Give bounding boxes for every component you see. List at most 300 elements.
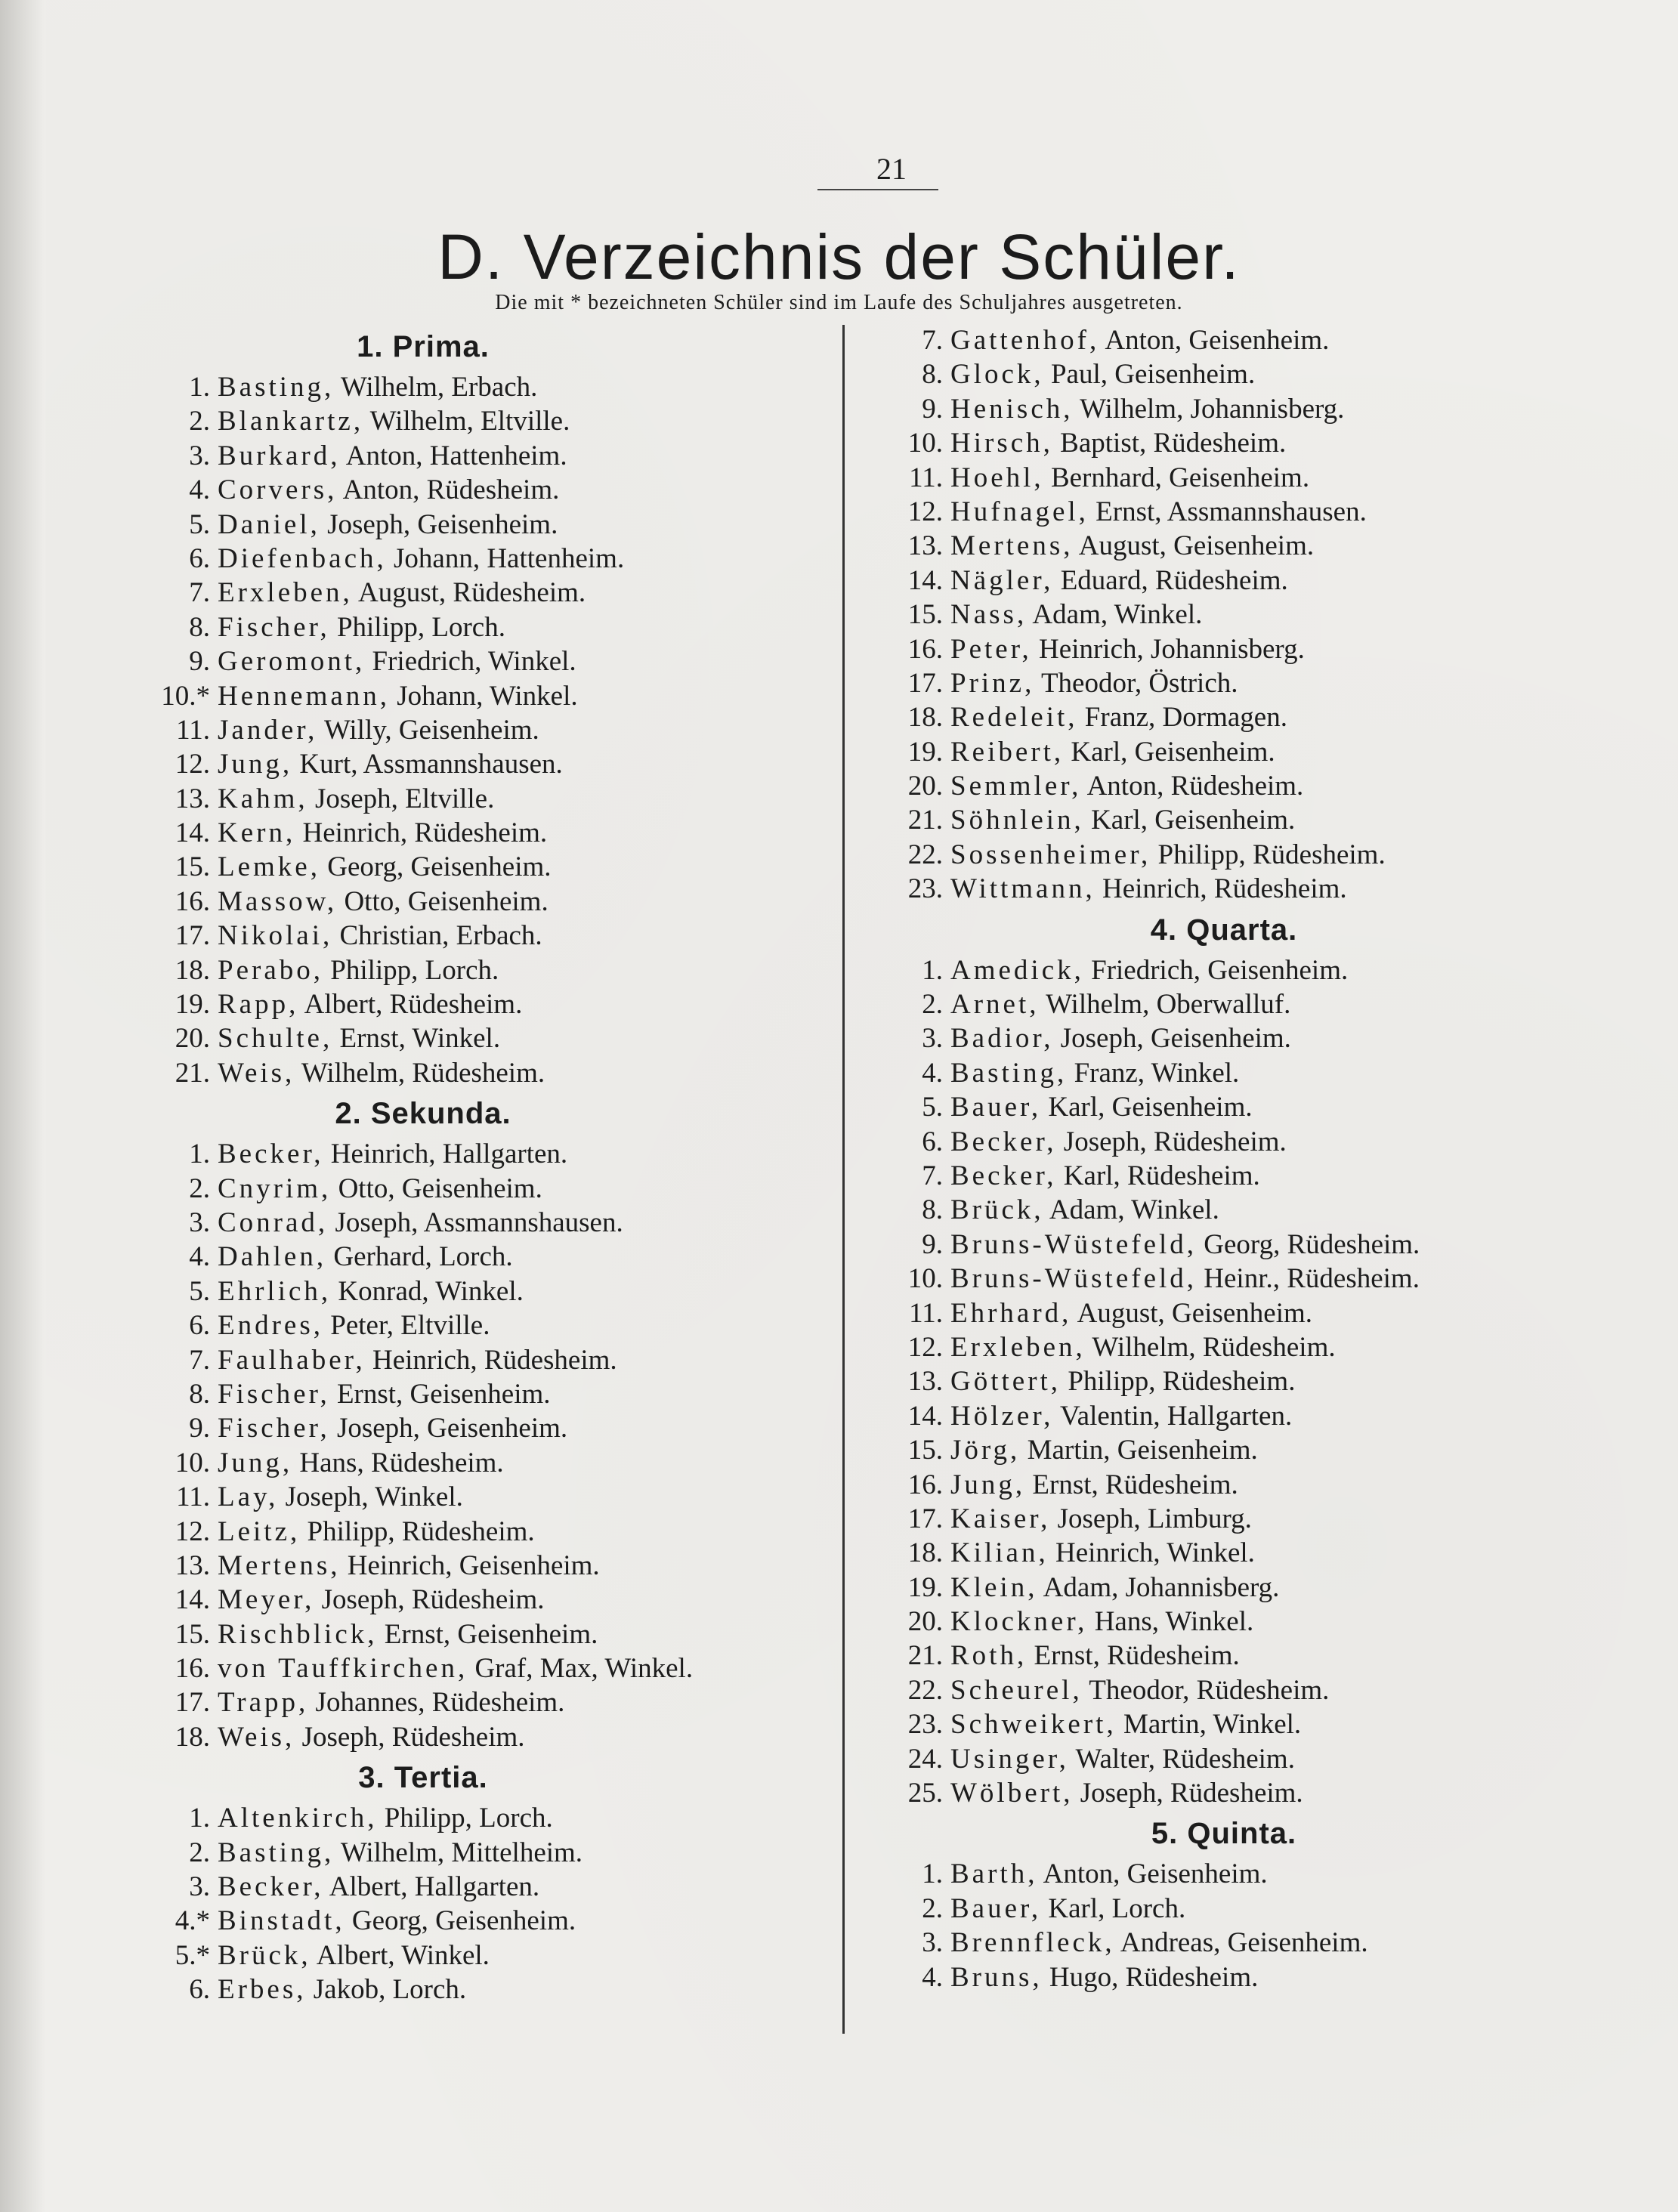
student-details: Otto, Geisenheim.: [344, 885, 549, 917]
student-surname: Erxleben,: [950, 1331, 1086, 1363]
student-details: Philipp, Lorch.: [384, 1803, 553, 1834]
entry-number: 12.: [175, 749, 210, 780]
entry-number: 18.: [175, 1721, 210, 1753]
student-details: Martin, Geisenheim.: [1027, 1435, 1258, 1466]
student-surname: Glock,: [950, 359, 1044, 391]
student-entry: [151, 1137, 831, 1171]
student-entry: [151, 1685, 831, 1719]
student-details: Heinrich, Winkel.: [1055, 1537, 1255, 1569]
student-entry: [151, 1720, 831, 1754]
class-section: [884, 323, 1549, 907]
student-entry: [151, 850, 831, 884]
student-surname: Blankartz,: [218, 406, 364, 437]
entry-number: 2.: [922, 989, 943, 1021]
student-details: Peter, Eltville.: [330, 1310, 490, 1342]
student-surname: Jander,: [218, 714, 318, 746]
student-details: Karl, Geisenheim.: [1091, 805, 1296, 836]
student-details: Paul, Geisenheim.: [1050, 359, 1256, 391]
student-entry: [884, 1468, 1549, 1502]
student-surname: Prinz,: [950, 667, 1035, 699]
student-entry: [884, 1125, 1549, 1159]
student-entry: [151, 782, 831, 816]
student-details: Georg, Geisenheim.: [327, 851, 552, 883]
entry-number: 6.: [189, 1310, 210, 1342]
entry-number: 10.: [907, 1263, 943, 1295]
entry-number: 20.: [175, 1023, 210, 1055]
student-details: Karl, Geisenheim.: [1071, 736, 1275, 768]
entry-number: 21.: [907, 1640, 943, 1672]
student-entry: [884, 1776, 1549, 1810]
student-surname: Becker,: [950, 1126, 1057, 1157]
student-surname: Basting,: [218, 1837, 335, 1868]
page-edge-shadow: [0, 0, 45, 2212]
student-details: Heinrich, Rüdesheim.: [302, 817, 548, 849]
entry-number: 12.: [907, 1331, 943, 1363]
student-entry: [151, 1343, 831, 1377]
student-details: Joseph, Rüdesheim.: [301, 1721, 525, 1753]
student-details: August, Rüdesheim.: [358, 577, 586, 609]
entry-number: 18.: [175, 954, 210, 986]
student-entry: [151, 1973, 831, 2007]
entry-number: 9.: [922, 1228, 943, 1260]
student-entry: [151, 404, 831, 438]
student-surname: Hoehl,: [950, 462, 1044, 493]
student-surname: Söhnlein,: [950, 805, 1084, 836]
student-surname: Fischer,: [218, 611, 330, 643]
student-entry: [151, 1377, 831, 1411]
entry-number: 4.: [922, 1961, 943, 1993]
student-details: Kurt, Assmannshausen.: [299, 749, 563, 780]
entry-number: 18.: [907, 1537, 943, 1569]
entry-number: 2.: [189, 1837, 210, 1868]
class-section: [151, 1754, 831, 2007]
student-entry: [884, 426, 1549, 460]
student-surname: Klockner,: [950, 1606, 1088, 1638]
student-entry: [884, 1892, 1549, 1926]
student-surname: Jung,: [950, 1469, 1026, 1500]
student-details: Franz, Dormagen.: [1084, 702, 1287, 734]
entry-number: 25.: [907, 1778, 943, 1809]
student-details: August, Geisenheim.: [1077, 1297, 1313, 1329]
entry-number: 11.: [176, 714, 210, 746]
student-surname: Erxleben,: [218, 577, 353, 609]
student-details: Joseph, Geisenheim.: [327, 508, 558, 540]
entry-number: 3.: [189, 1871, 210, 1903]
student-entry: [884, 1742, 1549, 1776]
entry-number: 9.: [922, 393, 943, 425]
student-surname: Nägler,: [950, 564, 1054, 596]
student-entry: [151, 1583, 831, 1617]
entry-number: 22.: [907, 1674, 943, 1706]
student-entry: [884, 666, 1549, 700]
entry-number: 23.: [907, 873, 943, 905]
student-details: Theodor, Rüdesheim.: [1089, 1674, 1330, 1706]
student-details: Johannes, Rüdesheim.: [315, 1687, 565, 1719]
entry-number: 15.: [175, 1618, 210, 1650]
student-entry: [151, 508, 831, 542]
student-details: Adam, Johannisberg.: [1043, 1571, 1280, 1603]
student-details: Martin, Winkel.: [1123, 1709, 1302, 1741]
student-details: Joseph, Geisenheim.: [336, 1413, 568, 1444]
student-entry: [884, 357, 1549, 391]
student-surname: Meyer,: [218, 1584, 315, 1616]
student-details: Joseph, Winkel.: [285, 1481, 463, 1513]
student-details: Karl, Rüdesheim.: [1063, 1160, 1260, 1191]
student-surname: Nikolai,: [218, 920, 333, 952]
student-surname: Basting,: [218, 372, 335, 403]
section-heading: 3. Tertia.: [358, 1761, 488, 1795]
student-entry: [151, 1617, 831, 1651]
entry-number: 3.: [189, 440, 210, 471]
student-surname: Faulhaber,: [218, 1344, 366, 1376]
page-number-rule: [817, 189, 938, 190]
student-details: Joseph, Limburg.: [1057, 1503, 1252, 1534]
student-details: Otto, Geisenheim.: [338, 1172, 542, 1204]
entry-number: 13.: [175, 783, 210, 814]
entry-number: 20.: [907, 771, 943, 802]
student-details: Philipp, Lorch.: [330, 954, 499, 986]
entry-number: 16.: [175, 885, 210, 917]
student-details: Johann, Hattenheim.: [394, 542, 625, 574]
entry-number: 1.: [189, 1803, 210, 1834]
student-entry: [151, 1056, 831, 1090]
entry-number: 7.: [189, 577, 210, 609]
student-entry: [151, 1411, 831, 1445]
student-entry: [151, 542, 831, 576]
student-details: Joseph, Geisenheim.: [1060, 1023, 1291, 1055]
entry-number: 22.: [907, 839, 943, 870]
student-entry: [151, 370, 831, 404]
student-entry: [884, 1193, 1549, 1227]
student-surname: Ehrhard,: [950, 1297, 1072, 1329]
entry-number: 9.: [189, 646, 210, 678]
student-entry: [151, 953, 831, 987]
student-surname: Burkard,: [218, 440, 341, 471]
page-number: 21: [876, 152, 907, 186]
student-surname: Kilian,: [950, 1537, 1049, 1569]
entry-number: 14.: [175, 1584, 210, 1616]
entry-number: 23.: [907, 1709, 943, 1741]
student-entry: [884, 872, 1549, 906]
student-entry: [884, 1571, 1549, 1605]
student-surname: Schweikert,: [950, 1709, 1117, 1741]
student-details: Albert, Winkel.: [316, 1939, 490, 1971]
student-details: Friedrich, Winkel.: [372, 646, 576, 678]
entry-number: 16.: [175, 1653, 210, 1685]
student-entry: [151, 1172, 831, 1206]
entry-number: 20.: [907, 1606, 943, 1638]
student-details: Heinrich, Rüdesheim.: [372, 1344, 617, 1376]
student-details: Christian, Erbach.: [339, 920, 542, 952]
student-details: Ernst, Assmannshausen.: [1095, 496, 1367, 527]
entry-number: 1.: [189, 1138, 210, 1170]
entry-number: 1.: [922, 954, 943, 986]
student-entry: [884, 1707, 1549, 1741]
student-entry: [151, 610, 831, 644]
student-surname: Diefenbach,: [218, 542, 387, 574]
entry-number: 5.*: [175, 1939, 210, 1971]
student-details: Willy, Geisenheim.: [323, 714, 539, 746]
student-entry: [151, 1021, 831, 1055]
student-surname: Perabo,: [218, 954, 323, 986]
entry-number: 1.: [189, 372, 210, 403]
student-details: Ernst, Rüdesheim.: [1032, 1469, 1238, 1500]
entry-number: 6.: [189, 1974, 210, 2006]
student-details: Johann, Winkel.: [397, 680, 578, 712]
student-surname: Klein,: [950, 1571, 1038, 1603]
student-entry: [151, 1801, 831, 1835]
entry-number: 13.: [907, 1366, 943, 1398]
student-details: Heinrich, Hallgarten.: [330, 1138, 568, 1170]
student-surname: Conrad,: [218, 1206, 329, 1238]
student-entry: [884, 1159, 1549, 1193]
student-entry: [151, 1515, 831, 1549]
student-details: Andreas, Geisenheim.: [1120, 1927, 1368, 1959]
student-entry: [884, 1673, 1549, 1707]
student-surname: Erbes,: [218, 1974, 307, 2006]
student-surname: Mertens,: [218, 1549, 341, 1581]
entry-number: 12.: [907, 496, 943, 527]
section-heading: 2. Sekunda.: [335, 1097, 511, 1131]
student-entry: [151, 1274, 831, 1308]
student-surname: Redeleit,: [950, 702, 1078, 734]
student-details: Anton, Geisenheim.: [1043, 1858, 1268, 1890]
entry-number: 10.: [175, 1447, 210, 1478]
student-surname: Bruns-Wüstefeld,: [950, 1263, 1197, 1295]
entry-number: 15.: [907, 599, 943, 631]
student-entry: [884, 1536, 1549, 1570]
student-details: Hans, Rüdesheim.: [299, 1447, 504, 1478]
student-surname: Brennfleck,: [950, 1927, 1115, 1959]
student-entry: [884, 1364, 1549, 1398]
class-section: [151, 1090, 831, 1754]
entry-number: 2.: [189, 1172, 210, 1204]
student-entry: [884, 1228, 1549, 1262]
student-surname: Hirsch,: [950, 428, 1053, 459]
student-details: Joseph, Rüdesheim.: [1063, 1126, 1287, 1157]
entry-number: 3.: [189, 1206, 210, 1238]
student-surname: Weis,: [218, 1721, 295, 1753]
student-surname: Scheurel,: [950, 1674, 1083, 1706]
student-details: Adam, Winkel.: [1049, 1194, 1219, 1226]
student-surname: Barth,: [950, 1858, 1038, 1890]
student-entry: [151, 1939, 831, 1973]
student-details: Joseph, Assmannshausen.: [335, 1206, 623, 1238]
entry-number: 21.: [175, 1057, 210, 1089]
entry-number: 8.: [922, 1194, 943, 1226]
student-surname: Hufnagel,: [950, 496, 1089, 527]
student-entry: [884, 564, 1549, 598]
entry-number: 16.: [907, 633, 943, 665]
student-surname: Bauer,: [950, 1092, 1042, 1123]
student-surname: Mertens,: [950, 530, 1074, 562]
entry-number: 10.: [907, 428, 943, 459]
student-surname: Amedick,: [950, 954, 1084, 986]
student-details: Georg, Rüdesheim.: [1204, 1228, 1420, 1260]
student-entry: [884, 769, 1549, 803]
section-heading: 1. Prima.: [357, 330, 490, 363]
student-entry: [884, 1433, 1549, 1467]
student-entry: [884, 1857, 1549, 1891]
student-details: Georg, Geisenheim.: [351, 1905, 576, 1937]
student-details: Walter, Rüdesheim.: [1075, 1743, 1295, 1775]
student-surname: Lemke,: [218, 851, 320, 883]
page-title: D. Verzeichnis der Schüler.: [437, 221, 1241, 292]
student-details: Jakob, Lorch.: [313, 1974, 467, 2006]
student-surname: Brück,: [950, 1194, 1044, 1226]
student-entry: [151, 644, 831, 678]
entry-number: 5.: [922, 1092, 943, 1123]
entry-number: 11.: [909, 462, 943, 493]
student-surname: Gattenhof,: [950, 325, 1100, 356]
student-details: Joseph, Rüdesheim.: [1080, 1778, 1303, 1809]
student-details: Wilhelm, Johannisberg.: [1080, 393, 1345, 425]
student-details: Anton, Hattenheim.: [345, 440, 567, 471]
student-surname: Bruns-Wüstefeld,: [950, 1228, 1197, 1260]
student-details: Ernst, Geisenheim.: [336, 1378, 551, 1410]
student-entry: [884, 1399, 1549, 1433]
entry-number: 15.: [175, 851, 210, 883]
student-details: Heinrich, Rüdesheim.: [1102, 873, 1347, 905]
student-surname: Daniel,: [218, 508, 320, 540]
student-entry: [151, 1240, 831, 1274]
student-surname: Lay,: [218, 1481, 279, 1513]
entry-number: 8.: [922, 359, 943, 391]
student-details: Adam, Winkel.: [1032, 599, 1203, 631]
student-surname: Arnet,: [950, 989, 1040, 1021]
student-surname: Becker,: [218, 1138, 324, 1170]
entry-number: 19.: [907, 736, 943, 768]
student-surname: Wölbert,: [950, 1778, 1074, 1809]
student-details: Wilhelm, Eltville.: [369, 406, 570, 437]
student-entry: [151, 473, 831, 507]
student-surname: Usinger,: [950, 1743, 1069, 1775]
student-entry: [151, 439, 831, 473]
student-entry: [884, 700, 1549, 734]
student-details: Anton, Rüdesheim.: [1086, 771, 1304, 802]
right-column: [884, 323, 1549, 1994]
student-entry: [884, 1262, 1549, 1296]
student-entry: [884, 1056, 1549, 1090]
student-entry: [884, 323, 1549, 357]
entry-number: 19.: [907, 1571, 943, 1603]
entry-number: 11.: [176, 1481, 210, 1513]
column-divider: [842, 325, 845, 2034]
student-surname: Basting,: [950, 1057, 1068, 1089]
student-surname: Jörg,: [950, 1435, 1021, 1466]
student-details: Hugo, Rüdesheim.: [1049, 1961, 1259, 1993]
student-surname: Becker,: [950, 1160, 1057, 1191]
student-entry: [151, 713, 831, 747]
entry-number: 7.: [922, 325, 943, 356]
student-surname: Nass,: [950, 599, 1028, 631]
entry-number: 5.: [189, 1275, 210, 1307]
page-subtitle: Die mit * bezeichneten Schüler sind im Laufe des Schuljahres ausgetreten.: [495, 291, 1183, 314]
student-entry: [151, 1904, 831, 1938]
student-details: Ernst, Geisenheim.: [384, 1618, 598, 1650]
student-details: Anton, Rüdesheim.: [342, 474, 560, 506]
entry-number: 2.: [922, 1892, 943, 1924]
student-surname: Fischer,: [218, 1413, 330, 1444]
entry-number: 19.: [175, 989, 210, 1021]
student-surname: Badior,: [950, 1023, 1054, 1055]
student-surname: Göttert,: [950, 1366, 1061, 1398]
section-heading: 5. Quinta.: [1151, 1817, 1297, 1851]
student-details: Joseph, Rüdesheim.: [321, 1584, 545, 1616]
student-surname: Brück,: [218, 1939, 311, 1971]
section-heading: 4. Quarta.: [1150, 913, 1298, 947]
student-entry: [151, 1651, 831, 1685]
student-details: Valentin, Hallgarten.: [1060, 1400, 1293, 1432]
student-surname: Roth,: [950, 1640, 1028, 1672]
student-surname: Bruns,: [950, 1961, 1043, 1993]
student-details: Baptist, Rüdesheim.: [1060, 428, 1287, 459]
student-surname: Sossenheimer,: [950, 839, 1151, 870]
student-entry: [151, 885, 831, 919]
student-details: Wilhelm, Erbach.: [340, 372, 538, 403]
student-entry: [884, 1330, 1549, 1364]
student-details: Friedrich, Geisenheim.: [1091, 954, 1349, 986]
entry-number: 6.: [922, 1126, 943, 1157]
entry-number: 4.: [922, 1057, 943, 1089]
student-surname: Schulte,: [218, 1023, 333, 1055]
student-surname: Reibert,: [950, 736, 1065, 768]
entry-number: 24.: [907, 1743, 943, 1775]
student-entry: [884, 1090, 1549, 1124]
student-entry: [151, 987, 831, 1021]
student-surname: Bauer,: [950, 1892, 1042, 1924]
student-entry: [884, 598, 1549, 632]
student-details: Philipp, Rüdesheim.: [1068, 1366, 1296, 1398]
student-entry: [884, 987, 1549, 1021]
student-entry: [151, 1870, 831, 1904]
student-entry: [151, 747, 831, 781]
student-entry: [151, 1446, 831, 1480]
student-surname: von Tauffkirchen,: [218, 1653, 468, 1685]
student-details: Philipp, Rüdesheim.: [1157, 839, 1386, 870]
student-details: Franz, Winkel.: [1074, 1057, 1240, 1089]
entry-number: 21.: [907, 805, 943, 836]
entry-number: 2.: [189, 406, 210, 437]
student-entry: [884, 392, 1549, 426]
student-details: Heinr., Rüdesheim.: [1204, 1263, 1420, 1295]
entry-number: 4.*: [175, 1905, 210, 1937]
entry-number: 4.: [189, 1241, 210, 1273]
student-surname: Kahm,: [218, 783, 308, 814]
entry-number: 5.: [189, 508, 210, 540]
student-details: Karl, Geisenheim.: [1048, 1092, 1253, 1123]
entry-number: 6.: [189, 542, 210, 574]
entry-number: 14.: [907, 1400, 943, 1432]
student-details: Philipp, Lorch.: [336, 611, 505, 643]
student-entry: [151, 679, 831, 713]
student-entry: [151, 576, 831, 610]
student-details: Philipp, Rüdesheim.: [307, 1515, 535, 1547]
student-entry: [884, 1296, 1549, 1330]
student-surname: Kaiser,: [950, 1503, 1051, 1534]
entry-number: 13.: [175, 1549, 210, 1581]
student-details: Hans, Winkel.: [1094, 1606, 1254, 1638]
entry-number: 3.: [922, 1023, 943, 1055]
entry-number: 8.: [189, 1378, 210, 1410]
entry-number: 15.: [907, 1435, 943, 1466]
student-entry: [151, 1549, 831, 1583]
student-surname: Corvers,: [218, 474, 338, 506]
student-details: Theodor, Östrich.: [1040, 667, 1238, 699]
entry-number: 4.: [189, 474, 210, 506]
student-surname: Massow,: [218, 885, 338, 917]
student-details: Wilhelm, Oberwalluf.: [1046, 989, 1291, 1021]
